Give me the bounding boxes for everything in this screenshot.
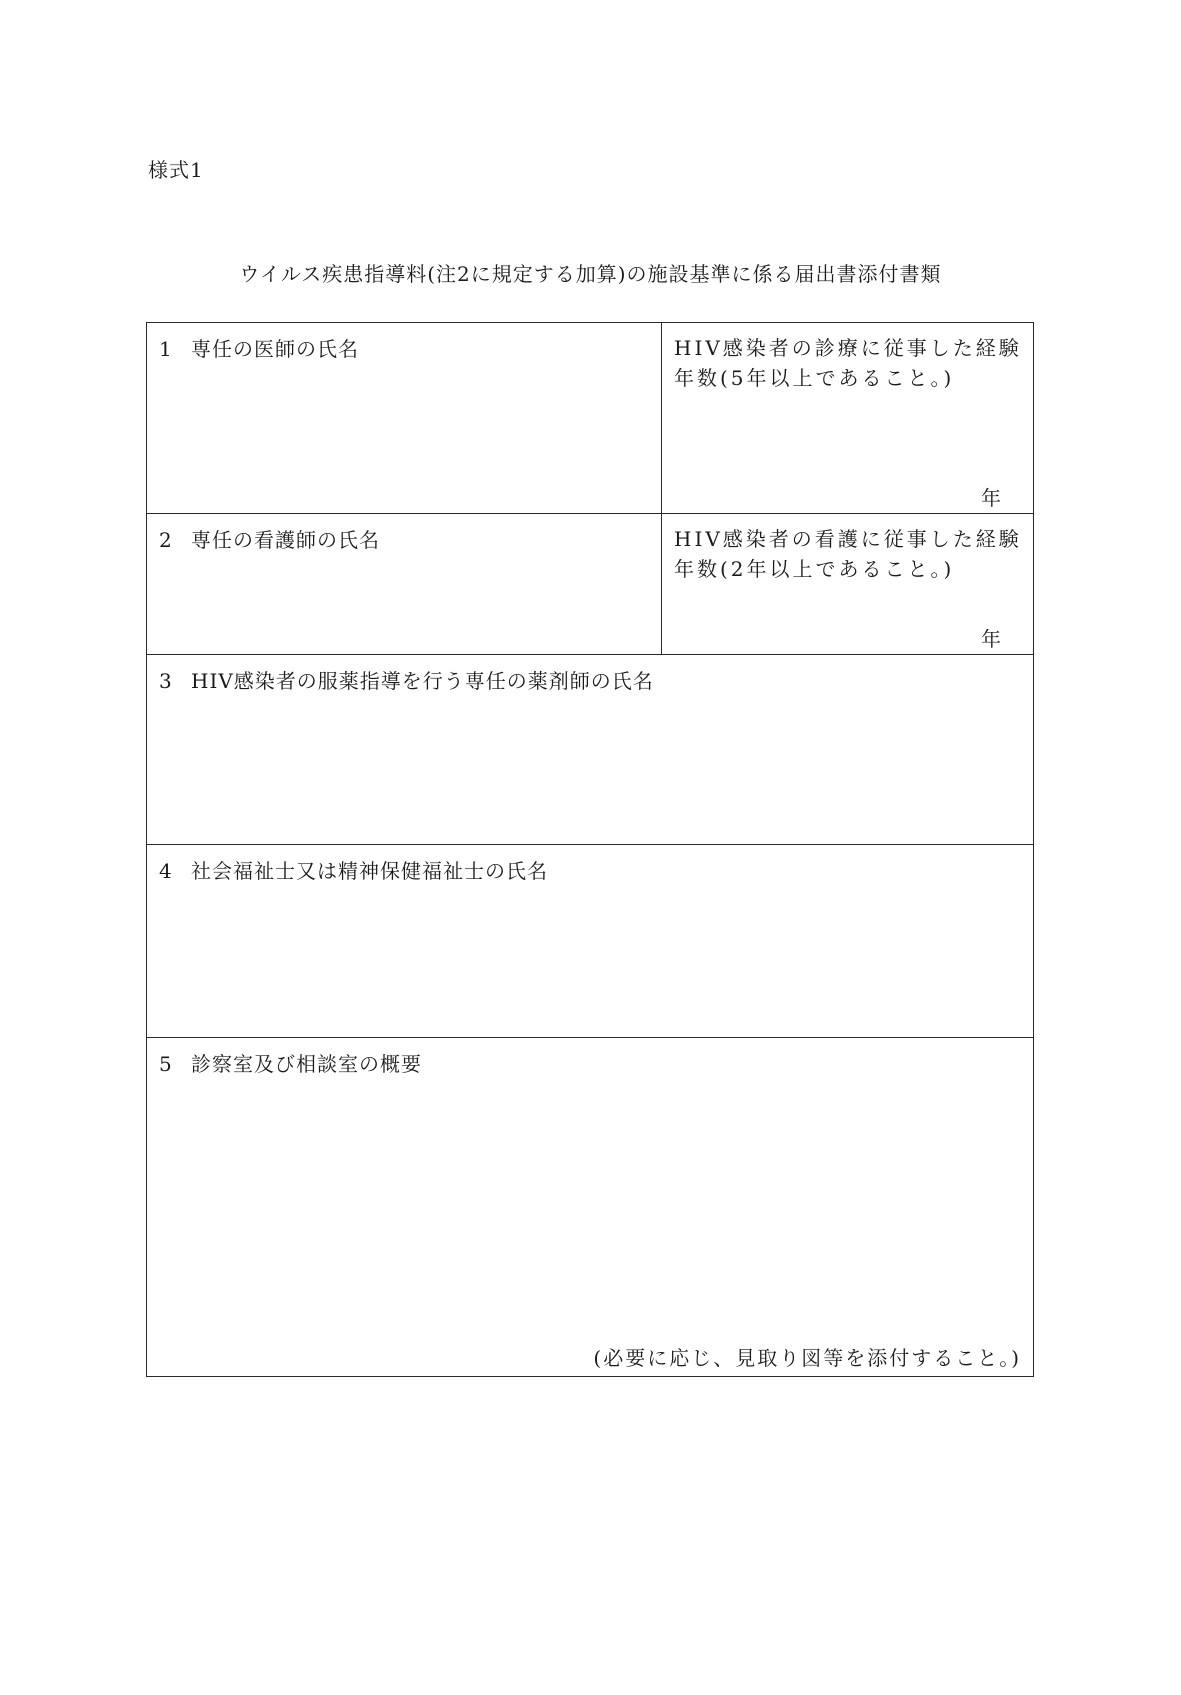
years-unit: 年: [981, 627, 1001, 651]
form-id: 様式1: [148, 158, 204, 182]
experience-label: [674, 524, 1029, 584]
row-rooms: [147, 1038, 1033, 1375]
pharmacist-name-cell[interactable]: [147, 655, 1033, 844]
years-unit: 年: [981, 486, 1001, 510]
item-head: [159, 665, 654, 694]
experience-label-line: 年数(2年以上であること。): [674, 557, 955, 581]
item-number: 1: [159, 337, 173, 361]
item-label: HIV感染者の服薬指導を行う専任の薬剤師の氏名: [191, 669, 654, 693]
doctor-experience-cell[interactable]: [662, 323, 1033, 513]
item-number: 5: [159, 1052, 173, 1076]
item-number: 2: [159, 528, 173, 552]
doctor-name-cell[interactable]: [147, 323, 662, 513]
experience-label: [674, 333, 1029, 393]
rooms-overview-cell[interactable]: [147, 1038, 1033, 1375]
nurse-name-cell[interactable]: [147, 514, 662, 654]
item-number: 3: [159, 669, 173, 693]
experience-label-line: 年数(5年以上であること。): [674, 366, 955, 390]
item-head: [159, 524, 380, 553]
item-head: [159, 1048, 422, 1077]
item-head: [159, 855, 548, 884]
document-title: ウイルス疾患指導料(注2に規定する加算)の施設基準に係る届出書添付書類: [239, 262, 942, 286]
row-nurse: [147, 514, 1033, 655]
item-number: 4: [159, 859, 173, 883]
form-table: [146, 322, 1034, 1377]
row-pharmacist: [147, 655, 1033, 845]
nurse-experience-cell[interactable]: [662, 514, 1033, 654]
row-social-worker: [147, 845, 1033, 1038]
item-label: 診察室及び相談室の概要: [191, 1052, 422, 1076]
experience-label-line: HIV感染者の看護に従事した経験: [674, 527, 1022, 551]
item-label: 専任の医師の氏名: [191, 337, 359, 361]
experience-label-line: HIV感染者の診療に従事した経験: [674, 336, 1022, 360]
row-doctor: [147, 323, 1033, 514]
item-head: [159, 333, 359, 362]
item-label: 社会福祉士又は精神保健福祉士の氏名: [191, 859, 548, 883]
attachment-note: (必要に応じ、見取り図等を添付すること。): [593, 1346, 1021, 1370]
item-label: 専任の看護師の氏名: [191, 528, 380, 552]
social-worker-name-cell[interactable]: [147, 845, 1033, 1037]
